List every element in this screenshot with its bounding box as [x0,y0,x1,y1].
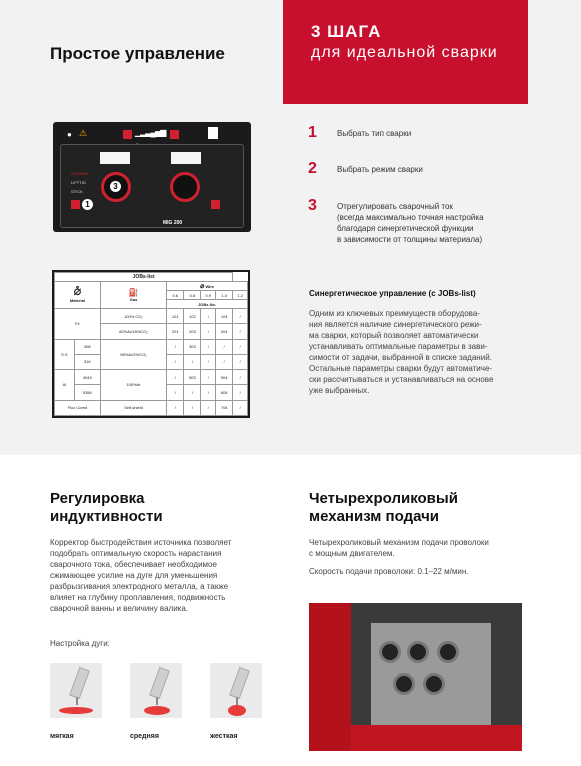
job-cell: / [201,309,216,324]
job-cell: / [184,400,201,415]
job-cell: / [233,385,248,400]
wire-size: 0.8 [184,291,201,300]
text-line: Одним из ключевых преимуществ оборудова- [309,309,480,318]
arc-soft-illustration [50,663,102,718]
job-cell: 303 [184,339,201,354]
job-cell: 604 [216,385,233,400]
wire-header [167,282,248,291]
text-line: устанавливать оптимальные параметры в зави- [309,342,488,351]
feed-roller-icon [407,641,429,663]
job-cell: / [233,354,248,369]
table-row [55,400,248,415]
wire-size: 0.6 [167,291,184,300]
material-cell: S.S [55,339,75,370]
jobs-title: JOBs-list [55,273,233,282]
steps-banner-subtitle: для идеальной сварки [311,44,498,61]
job-cell: / [233,309,248,324]
material-cell: Fe [55,309,101,340]
mode-mig: MIG/MAG [71,171,89,176]
material-header [55,282,101,309]
steps-banner [283,0,528,104]
wire-icon [76,697,78,705]
table-row [55,309,248,324]
display-right [171,152,201,164]
gas-cell: Self-shield [100,400,166,415]
text-line: уже выбранных. [309,386,370,395]
weld-pool-icon [228,705,246,716]
job-cell: / [201,324,216,339]
text-line: симости от задачи, выбранной в списке заданий. [309,353,492,362]
material-cell: Flux Cored [55,400,101,415]
display-left [100,152,130,164]
synergic-title: Синергетическое управление (с JOBs-list) [309,289,476,298]
arc-medium-illustration [130,663,182,718]
text-line: ма сварки, который позволяет автоматически [309,331,479,340]
text-line: разбрызгивания электродного металла, а также [50,582,229,591]
synergic-paragraph [309,308,549,396]
job-cell: / [167,354,184,369]
job-cell: / [167,385,184,400]
grade-cell: 4043 [74,370,100,385]
torch-icon [69,667,90,699]
jobs-no-header: JOBs No. [167,300,248,309]
job-cell: 104 [216,309,233,324]
grade-cell: 5356 [74,385,100,400]
control-panel [53,122,251,232]
wire-size: 1.0 [216,291,233,300]
housing-base [351,725,522,751]
mode-lifttig: LIFTTIG [71,180,86,185]
job-cell: / [167,339,184,354]
text-line: подобрать оптимальную скорость нарастания [50,549,222,558]
material-cell: Al [55,370,75,401]
arc-hard-label: жесткая [210,733,238,740]
inductance-paragraph [50,537,280,614]
program-button [211,200,220,209]
step-number: 3 [308,197,317,214]
feed-roller-icon [393,673,415,695]
torch-icon [229,667,250,699]
job-cell: / [184,354,201,369]
panel-face [60,144,244,228]
job-cell: / [216,339,233,354]
step-line: благодаря синергетической функции [337,224,474,233]
job-cell: / [167,370,184,385]
feed-speed-text: Скорость подачи проволоки: 0.1–22 м/мин. [309,567,469,576]
job-cell: / [216,354,233,369]
grade-cell: 316 [74,354,100,369]
gas-cell: 82%Ar/18%CO₂ [100,324,166,339]
feed-roller-icon [423,673,445,695]
arc-hard-illustration [210,663,262,718]
step-text: Выбрать режим сварки [337,165,423,174]
title-line: механизм подачи [309,508,439,525]
arc-setting-label: Настройка дуги: [50,639,110,648]
step-number: 1 [308,124,317,141]
feeder-title [309,490,458,526]
job-cell: / [233,324,248,339]
text-line: Четырехроликовый механизм подачи проволоки [309,538,489,547]
feed-roller-icon [379,641,401,663]
step-number: 2 [308,160,317,177]
text-line: с мощным двигателем. [309,549,395,558]
torch-icon [149,667,170,699]
page-title: Простое управление [50,44,225,63]
mode-stick: STICK [71,189,83,194]
warning-icon: ⚠ [79,128,88,138]
power-dot-icon: ● [67,130,72,139]
step-1-marker: 1 [82,199,93,210]
job-cell: / [201,370,216,385]
step-text [337,201,484,245]
job-cell: / [184,385,201,400]
job-cell: 102 [184,309,201,324]
inductance-title [50,490,163,526]
grade-cell: 308 [74,339,100,354]
material-icon: ⦲ [73,287,82,298]
step-line: в зависимости от толщины материала) [337,235,483,244]
table-row [55,339,248,354]
job-cell: / [201,339,216,354]
weld-pool-icon [59,707,93,714]
title-line: Четырехроликовый [309,490,458,507]
job-cell: 203 [184,324,201,339]
title-line: индуктивности [50,508,163,525]
minus-button [123,130,132,139]
text-line: сжимающее усилие на дуге для уменьшения [50,571,218,580]
job-cell: / [167,400,184,415]
job-cell: / [201,400,216,415]
plus-button [170,130,179,139]
title-line: Регулировка [50,490,145,507]
material-label: Material [69,298,85,303]
job-cell: / [233,400,248,415]
gas-label: Gas [129,297,138,302]
level-bars-icon: ▁▂▃▄▅▆ [135,128,166,137]
step-3-marker: 3 [110,181,121,192]
job-cell: 503 [184,370,201,385]
job-cell: 704 [216,400,233,415]
torch-icon [208,127,218,139]
gas-cell: 98%Ar/2%CO₂ [100,339,166,370]
wire-size: 0.9 [201,291,216,300]
text-line: влияет на глубину проплавления, подвижность [50,593,226,602]
model-label: MIG 200 [163,220,183,226]
job-cell: / [233,370,248,385]
wire-size: 1.2 [233,291,248,300]
table-row [55,370,248,385]
job-cell: / [201,385,216,400]
text-line: Корректор быстродействия источника позволяет [50,538,232,547]
wire-icon [156,697,158,705]
weld-pool-icon [144,706,170,715]
step-line: Отрегулировать сварочный ток [337,202,453,211]
arc-soft-label: мягкая [50,733,74,740]
job-cell: / [233,339,248,354]
feeder-paragraph [309,537,549,559]
text-line: ния является наличие синергетического режи- [309,320,482,329]
gas-header [100,282,166,309]
job-cell: 504 [216,370,233,385]
feeder-photo [309,603,522,751]
job-cell: / [201,354,216,369]
steps-banner-title: 3 ШАГА [311,22,382,41]
text-line: ски рассчитываться и устанавливаться на основе [309,375,494,384]
knob-right [170,172,200,202]
job-cell: 204 [216,324,233,339]
gas-cell: 100% CO₂ [100,309,166,324]
text-line: сварочного тока, обеспечивает необходимое [50,560,217,569]
job-cell: 101 [167,309,184,324]
diameter-icon: ⌀ [200,283,205,290]
text-line: Остальные параметры сварки будут автоматиче- [309,364,493,373]
job-cell: 201 [167,324,184,339]
wire-label: Wire [205,284,215,289]
gas-cylinder-icon: ⛽ [128,288,139,297]
wire-icon [236,697,238,705]
step-text: Выбрать тип сварки [337,129,412,138]
gas-cell: 100%Ar [100,370,166,401]
feed-roller-icon [437,641,459,663]
jobs-list-table [52,270,250,418]
mode-button [71,200,80,209]
step-line: (всегда максимально точная настройка [337,213,484,222]
housing-red-panel [309,603,351,751]
text-line: сварочной ванны и величину валика. [50,604,189,613]
arc-medium-label: средняя [130,733,159,740]
